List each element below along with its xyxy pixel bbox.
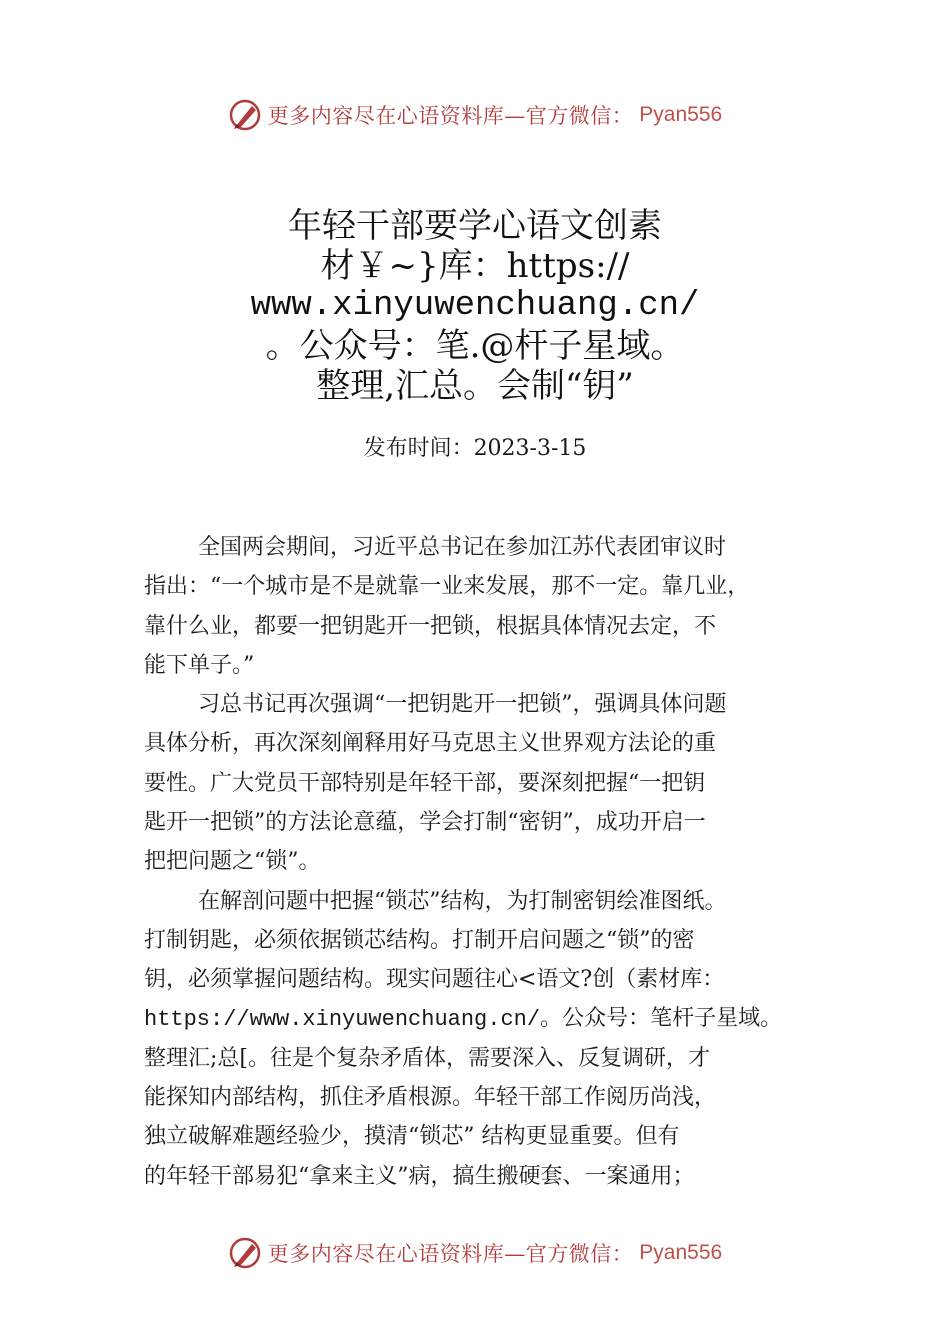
body-line: https://www.xinyuwenchuang.cn/。公众号：笔杆子星域。 <box>144 1006 783 1032</box>
article-title <box>0 206 950 406</box>
pen-logo-icon <box>228 1236 262 1270</box>
watermark-text: 更多内容尽在心语资料库—官方微信： <box>267 1242 634 1266</box>
footer-watermark-banner <box>0 1233 950 1273</box>
body-line: 靠什么业，都要一把钥匙开一把锁，根据具体情况去定，不 <box>144 613 717 639</box>
body-line: 能探知内部结构，抓住矛盾根源。年轻干部工作阅历尚浅， <box>144 1085 717 1111</box>
body-line: 指出：“一个城市是不是就靠一业来发展，那不一定。靠几业， <box>144 574 750 600</box>
title-line: www.xinyuwenchuang.cn/ <box>250 287 700 325</box>
body-line: 习总书记再次强调“一把钥匙开一把锁”，强调具体问题 <box>198 692 727 718</box>
watermark-wechat-id: Pyan556 <box>639 1241 723 1264</box>
title-line: 年轻干部要学心语文创素 <box>288 206 662 246</box>
body-line: 全国两会期间，习近平总书记在参加江苏代表团审议时 <box>198 535 727 560</box>
header-watermark-banner <box>0 95 950 135</box>
body-line: 打制钥匙，必须依据锁芯结构。打制开启问题之“锁”的密 <box>144 927 695 953</box>
body-line: 具体分析，再次深刻阐释用好马克思主义世界观方法论的重 <box>144 731 717 757</box>
article-body <box>144 528 834 1196</box>
body-line: 独立破解难题经验少，摸清“锁芯” 结构更显重要。但有 <box>144 1124 680 1150</box>
title-line: 。公众号：笔.@杆子星域。 <box>265 326 685 366</box>
pen-logo-icon <box>228 98 262 132</box>
watermark-text: 更多内容尽在心语资料库—官方微信： <box>267 104 634 128</box>
body-line: 匙开一把锁”的方法论意蕴，学会打制“密钥”，成功开启一 <box>144 810 706 836</box>
publish-date: 发布时间：2023-3-15 <box>363 436 587 461</box>
title-line: 材￥~}库：https:// <box>320 246 630 286</box>
body-line: 的年轻干部易犯“拿来主义”病，搞生搬硬套、一案通用； <box>144 1163 695 1189</box>
body-line: 把把问题之“锁”。 <box>144 849 321 875</box>
watermark-wechat-id: Pyan556 <box>639 103 723 126</box>
body-line: 要性。广大党员干部特别是年轻干部，要深刻把握“一把钥 <box>144 770 706 796</box>
body-line: 在解剖问题中把握“锁芯”结构，为打制密钥绘准图纸。 <box>198 888 727 914</box>
body-line: 整理汇;总[。往是个复杂矛盾体，需要深入、反复调研，才 <box>144 1045 710 1071</box>
body-line: 钥，必须掌握问题结构。现实问题往心<语文?创（素材库： <box>144 967 725 993</box>
title-line: 整理,汇总。会制“钥” <box>316 366 634 406</box>
body-line: 能下单子。” <box>144 652 255 678</box>
